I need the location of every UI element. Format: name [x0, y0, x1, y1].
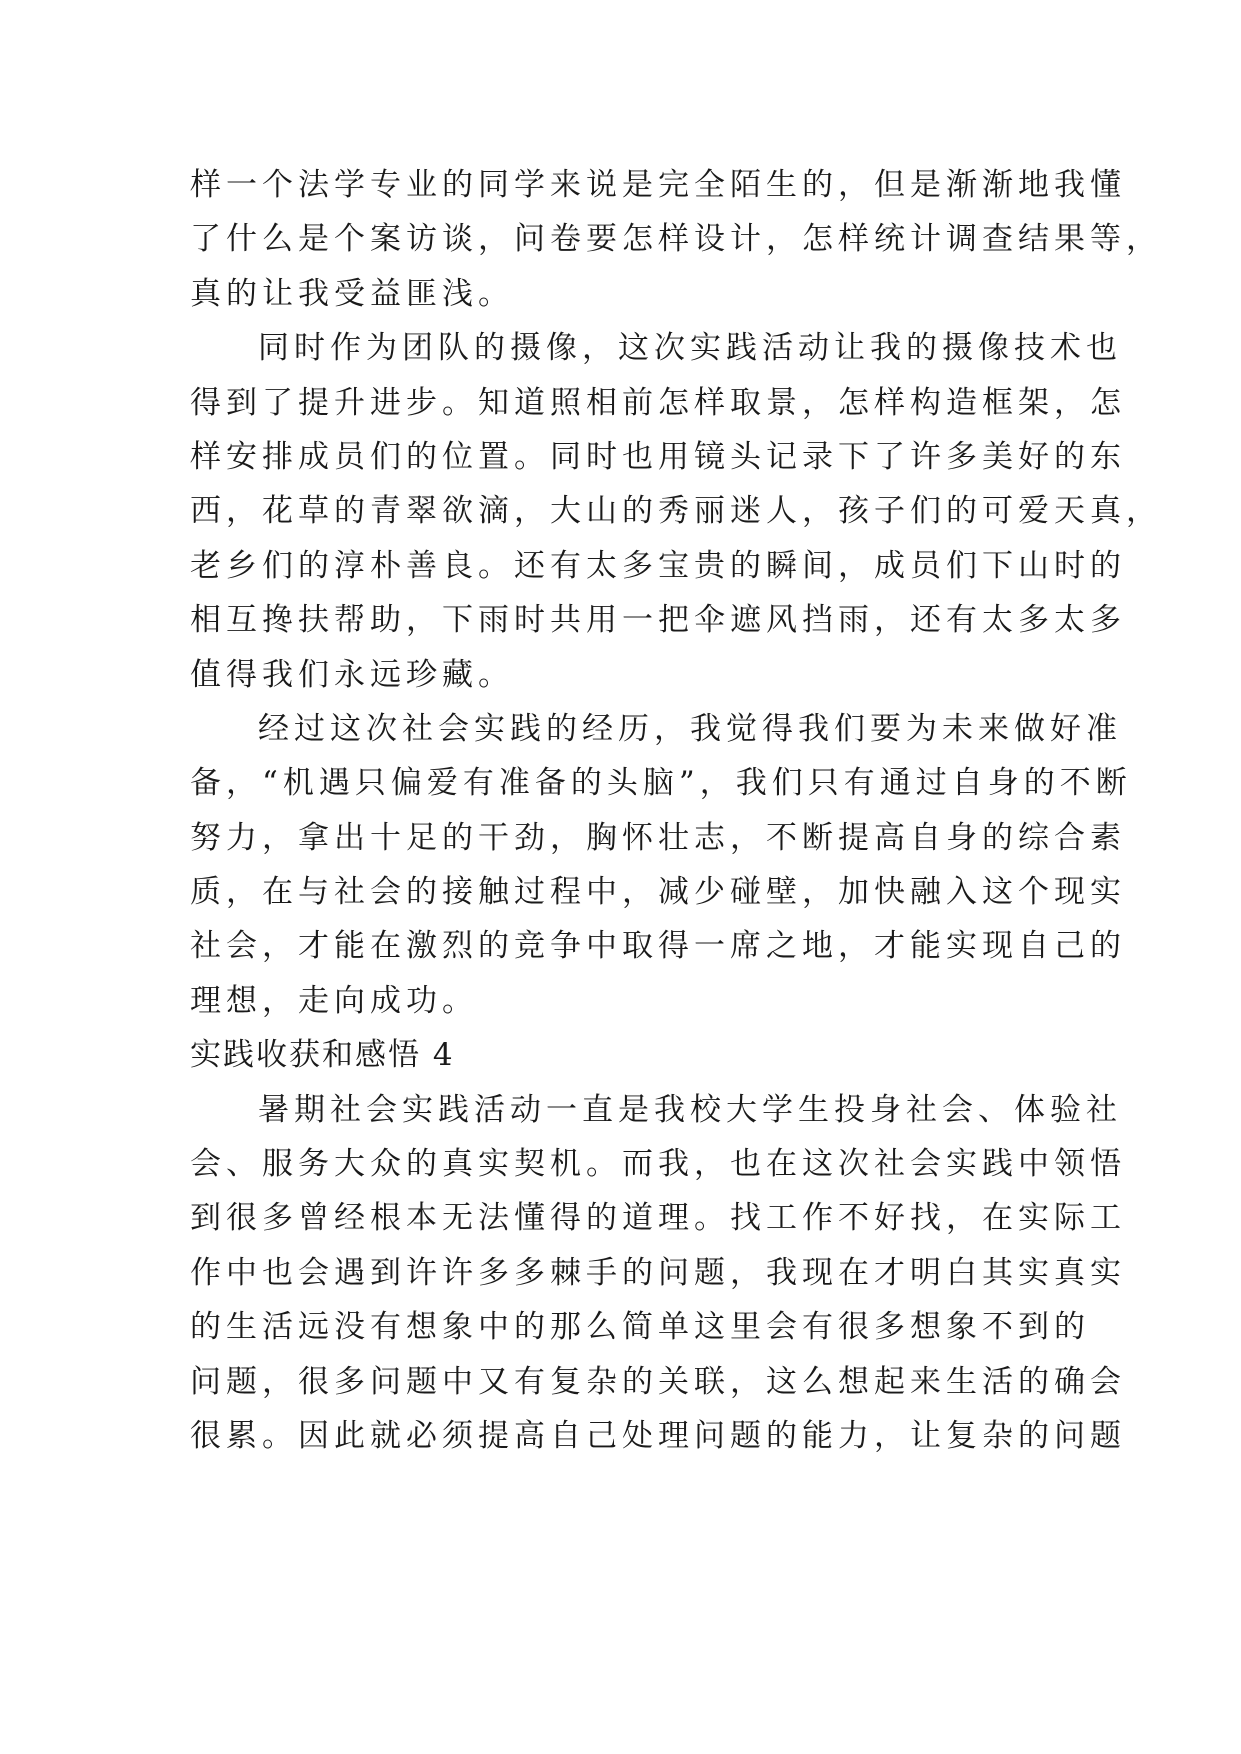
text-line: 社会，才能在激烈的竞争中取得一席之地，才能实现自己的 — [190, 928, 1126, 965]
text-line: 真的让我受益匪浅。 — [190, 275, 514, 312]
text-line: 同时作为团队的摄像，这次实践活动让我的摄像技术也 — [258, 330, 1122, 367]
text-line: 西，花草的青翠欲滴，大山的秀丽迷人，孩子们的可爱天真， — [190, 493, 1162, 530]
text-line: 作中也会遇到许许多多棘手的问题，我现在才明白其实真实 — [190, 1254, 1126, 1291]
section-heading: 实践收获和感悟 4 — [190, 1037, 455, 1074]
text-line: 努力，拿出十足的干劲，胸怀壮志，不断提高自身的综合素 — [190, 819, 1126, 856]
text-line: 得到了提升进步。知道照相前怎样取景，怎样构造框架，怎 — [190, 384, 1126, 421]
text-line: 样安排成员们的位置。同时也用镜头记录下了许多美好的东 — [190, 438, 1126, 475]
paragraph-3 — [190, 702, 1132, 1028]
text-line: 理想，走向成功。 — [190, 982, 478, 1019]
text-line: 的生活远没有想象中的那么简单这里会有很多想象不到的 — [190, 1309, 1090, 1346]
text-line: 经过这次社会实践的经历，我觉得我们要为未来做好准 — [258, 710, 1122, 747]
text-line: 备，“机遇只偏爱有准备的头脑”，我们只有通过自身的不断 — [190, 765, 1132, 802]
paragraph-2 — [190, 321, 1162, 702]
text-line: 到很多曾经根本无法懂得的道理。找工作不好找，在实际工 — [190, 1200, 1126, 1237]
text-line: 会、服务大众的真实契机。而我，也在这次社会实践中领悟 — [190, 1146, 1126, 1183]
paragraph-1 — [190, 158, 1162, 321]
document-body — [190, 158, 1162, 1463]
text-line: 样一个法学专业的同学来说是完全陌生的，但是渐渐地我懂 — [190, 167, 1126, 203]
text-line: 相互搀扶帮助，下雨时共用一把伞遮风挡雨，还有太多太多 — [190, 602, 1126, 639]
text-line: 问题，很多问题中又有复杂的关联，这么想起来生活的确会 — [190, 1363, 1126, 1400]
text-line: 质，在与社会的接触过程中，减少碰壁，加快融入这个现实 — [190, 874, 1126, 911]
paragraph-4 — [190, 1083, 1126, 1464]
text-line: 值得我们永远珍藏。 — [190, 656, 514, 693]
text-line: 暑期社会实践活动一直是我校大学生投身社会、体验社 — [258, 1091, 1122, 1128]
text-line: 很累。因此就必须提高自己处理问题的能力，让复杂的问题 — [190, 1417, 1126, 1454]
text-line: 了什么是个案访谈，问卷要怎样设计，怎样统计调查结果等， — [190, 221, 1162, 258]
text-line: 老乡们的淳朴善良。还有太多宝贵的瞬间，成员们下山时的 — [190, 547, 1126, 584]
